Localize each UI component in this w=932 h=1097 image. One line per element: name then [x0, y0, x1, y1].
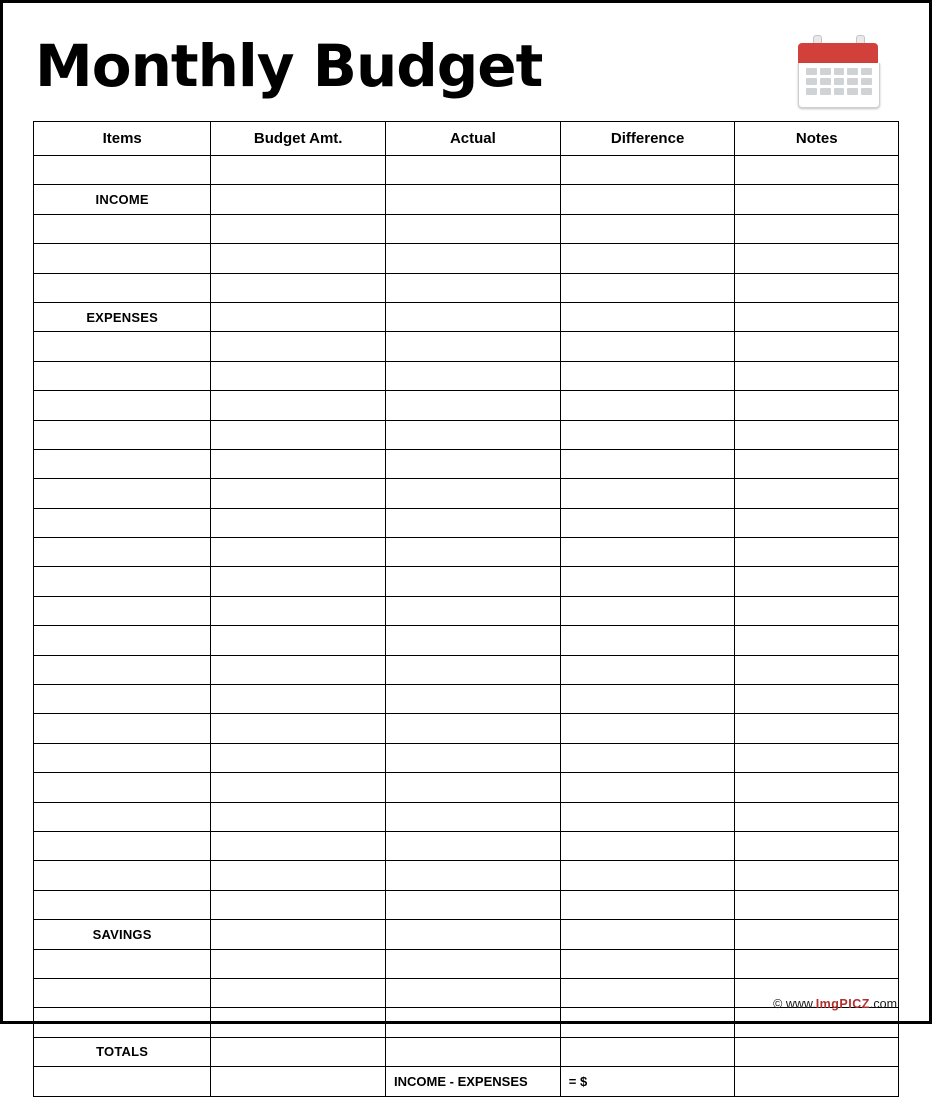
table-row [34, 302, 899, 331]
cell-items[interactable] [34, 567, 211, 596]
cell-notes[interactable] [735, 391, 899, 420]
cell-items[interactable] [34, 714, 211, 743]
cell-difference[interactable] [560, 420, 735, 449]
table-row [34, 920, 899, 949]
table-row [34, 1037, 899, 1066]
cell-notes[interactable] [735, 156, 899, 185]
cell-items[interactable] [34, 685, 211, 714]
cell-difference[interactable] [560, 508, 735, 537]
cell-actual[interactable] [386, 273, 561, 302]
calendar-day-grid [806, 68, 872, 95]
cell-budget[interactable] [211, 685, 386, 714]
cell-items[interactable] [34, 802, 211, 831]
table-row [34, 185, 899, 214]
cell-notes[interactable] [735, 244, 899, 273]
cell-actual[interactable] [386, 479, 561, 508]
cell-budget[interactable] [211, 861, 386, 890]
cell-items[interactable]: INCOME [34, 185, 211, 214]
cell-budget[interactable] [211, 714, 386, 743]
cell-budget[interactable] [211, 743, 386, 772]
cell-difference[interactable] [560, 156, 735, 185]
cell-items[interactable] [34, 773, 211, 802]
cell-difference[interactable]: = $ [560, 1067, 735, 1096]
cell-budget[interactable] [211, 596, 386, 625]
table-row [34, 655, 899, 684]
cell-budget[interactable] [211, 156, 386, 185]
table-row [34, 949, 899, 978]
cell-budget[interactable] [211, 773, 386, 802]
calendar-icon [795, 33, 881, 109]
cell-actual[interactable] [386, 949, 561, 978]
cell-difference[interactable] [560, 655, 735, 684]
cell-budget[interactable] [211, 185, 386, 214]
calendar-header-band [798, 43, 878, 63]
table-body [34, 156, 899, 1097]
cell-notes[interactable] [735, 831, 899, 860]
calendar-body [798, 63, 880, 108]
cell-items[interactable]: TOTALS [34, 1037, 211, 1066]
cell-actual[interactable]: INCOME - EXPENSES [386, 1067, 561, 1096]
cell-budget[interactable] [211, 538, 386, 567]
cell-notes[interactable] [735, 214, 899, 243]
cell-difference[interactable] [560, 479, 735, 508]
cell-items[interactable]: EXPENSES [34, 302, 211, 331]
table-row [34, 714, 899, 743]
table-row [34, 361, 899, 390]
cell-items[interactable] [34, 1067, 211, 1096]
cell-notes[interactable] [735, 538, 899, 567]
cell-items[interactable] [34, 890, 211, 919]
table-row [34, 273, 899, 302]
cell-notes[interactable] [735, 1037, 899, 1066]
table-row [34, 214, 899, 243]
cell-notes[interactable] [735, 773, 899, 802]
cell-difference[interactable] [560, 831, 735, 860]
cell-actual[interactable] [386, 508, 561, 537]
cell-difference[interactable] [560, 978, 735, 1007]
cell-budget[interactable] [211, 978, 386, 1007]
table-row [34, 156, 899, 185]
cell-items[interactable] [34, 861, 211, 890]
cell-difference[interactable] [560, 332, 735, 361]
table-row [34, 743, 899, 772]
cell-actual[interactable] [386, 831, 561, 860]
cell-items[interactable] [34, 156, 211, 185]
table-row [34, 567, 899, 596]
cell-notes[interactable] [735, 655, 899, 684]
table-row [34, 538, 899, 567]
cell-budget[interactable] [211, 1037, 386, 1066]
cell-actual[interactable] [386, 302, 561, 331]
cell-notes[interactable] [735, 1008, 899, 1037]
footer-credit [773, 997, 897, 1011]
cell-difference[interactable] [560, 920, 735, 949]
cell-notes[interactable] [735, 185, 899, 214]
table-row [34, 244, 899, 273]
cell-notes[interactable] [735, 596, 899, 625]
cell-difference[interactable] [560, 273, 735, 302]
cell-items[interactable] [34, 244, 211, 273]
cell-budget[interactable] [211, 890, 386, 919]
cell-actual[interactable] [386, 156, 561, 185]
cell-difference[interactable] [560, 743, 735, 772]
cell-actual[interactable] [386, 890, 561, 919]
column-header-budget-amt: Budget Amt. [211, 122, 386, 156]
cell-budget[interactable] [211, 391, 386, 420]
cell-budget[interactable] [211, 244, 386, 273]
cell-items[interactable] [34, 978, 211, 1007]
table-row [34, 685, 899, 714]
cell-budget[interactable] [211, 361, 386, 390]
table-row [34, 332, 899, 361]
table-row [34, 773, 899, 802]
cell-difference[interactable] [560, 1037, 735, 1066]
cell-notes[interactable] [735, 449, 899, 478]
column-header-difference: Difference [560, 122, 735, 156]
cell-notes[interactable] [735, 273, 899, 302]
cell-difference[interactable] [560, 714, 735, 743]
cell-budget[interactable] [211, 831, 386, 860]
page-title: Monthly Budget [35, 32, 543, 100]
cell-actual[interactable] [386, 861, 561, 890]
cell-actual[interactable] [386, 920, 561, 949]
cell-difference[interactable] [560, 185, 735, 214]
cell-difference[interactable] [560, 1008, 735, 1037]
cell-budget[interactable] [211, 449, 386, 478]
cell-difference[interactable] [560, 949, 735, 978]
cell-difference[interactable] [560, 773, 735, 802]
cell-actual[interactable] [386, 185, 561, 214]
cell-difference[interactable] [560, 802, 735, 831]
table-row [34, 596, 899, 625]
cell-budget[interactable] [211, 626, 386, 655]
cell-notes[interactable] [735, 361, 899, 390]
cell-difference[interactable] [560, 449, 735, 478]
cell-difference[interactable] [560, 567, 735, 596]
table-header-row [34, 122, 899, 156]
table-row [34, 890, 899, 919]
cell-actual[interactable] [386, 978, 561, 1007]
cell-actual[interactable] [386, 655, 561, 684]
cell-difference[interactable] [560, 596, 735, 625]
cell-notes[interactable] [735, 302, 899, 331]
cell-actual[interactable] [386, 420, 561, 449]
cell-notes[interactable] [735, 802, 899, 831]
column-header-notes: Notes [735, 122, 899, 156]
cell-notes[interactable] [735, 861, 899, 890]
cell-notes[interactable] [735, 949, 899, 978]
table-row [34, 831, 899, 860]
cell-difference[interactable] [560, 302, 735, 331]
cell-items[interactable] [34, 214, 211, 243]
cell-items[interactable] [34, 449, 211, 478]
cell-actual[interactable] [386, 449, 561, 478]
cell-budget[interactable] [211, 479, 386, 508]
cell-items[interactable] [34, 596, 211, 625]
footer-copyright: © www. [773, 997, 816, 1011]
cell-actual[interactable] [386, 743, 561, 772]
column-header-items: Items [34, 122, 211, 156]
budget-table [33, 121, 899, 1097]
cell-actual[interactable] [386, 596, 561, 625]
cell-budget[interactable] [211, 420, 386, 449]
cell-budget[interactable] [211, 567, 386, 596]
cell-actual[interactable] [386, 391, 561, 420]
table-row [34, 861, 899, 890]
cell-actual[interactable] [386, 802, 561, 831]
table-row [34, 391, 899, 420]
cell-items[interactable] [34, 420, 211, 449]
cell-budget[interactable] [211, 949, 386, 978]
cell-items[interactable] [34, 743, 211, 772]
cell-budget[interactable] [211, 920, 386, 949]
cell-actual[interactable] [386, 773, 561, 802]
cell-items[interactable] [34, 1008, 211, 1037]
cell-actual[interactable] [386, 1037, 561, 1066]
cell-budget[interactable] [211, 332, 386, 361]
table-row [34, 1067, 899, 1096]
cell-actual[interactable] [386, 1008, 561, 1037]
cell-actual[interactable] [386, 626, 561, 655]
cell-difference[interactable] [560, 538, 735, 567]
cell-budget[interactable] [211, 302, 386, 331]
cell-items[interactable] [34, 626, 211, 655]
cell-items[interactable] [34, 391, 211, 420]
cell-difference[interactable] [560, 361, 735, 390]
cell-actual[interactable] [386, 244, 561, 273]
cell-actual[interactable] [386, 214, 561, 243]
cell-notes[interactable] [735, 685, 899, 714]
cell-notes[interactable] [735, 920, 899, 949]
cell-difference[interactable] [560, 391, 735, 420]
cell-items[interactable] [34, 508, 211, 537]
table-row [34, 479, 899, 508]
cell-actual[interactable] [386, 332, 561, 361]
cell-difference[interactable] [560, 861, 735, 890]
cell-difference[interactable] [560, 626, 735, 655]
cell-items[interactable] [34, 273, 211, 302]
table-row [34, 802, 899, 831]
document-header [33, 21, 899, 119]
cell-difference[interactable] [560, 890, 735, 919]
cell-items[interactable] [34, 538, 211, 567]
cell-notes[interactable] [735, 1067, 899, 1096]
cell-actual[interactable] [386, 685, 561, 714]
cell-notes[interactable] [735, 332, 899, 361]
cell-items[interactable]: SAVINGS [34, 920, 211, 949]
cell-items[interactable] [34, 949, 211, 978]
cell-items[interactable] [34, 655, 211, 684]
cell-budget[interactable] [211, 508, 386, 537]
cell-notes[interactable] [735, 567, 899, 596]
cell-actual[interactable] [386, 714, 561, 743]
cell-difference[interactable] [560, 685, 735, 714]
cell-actual[interactable] [386, 538, 561, 567]
cell-items[interactable] [34, 332, 211, 361]
column-header-actual: Actual [386, 122, 561, 156]
cell-budget[interactable] [211, 1067, 386, 1096]
cell-notes[interactable] [735, 508, 899, 537]
cell-notes[interactable] [735, 714, 899, 743]
cell-difference[interactable] [560, 244, 735, 273]
cell-notes[interactable] [735, 626, 899, 655]
cell-notes[interactable] [735, 479, 899, 508]
footer-brand: ImgPICZ [815, 997, 870, 1011]
cell-notes[interactable] [735, 890, 899, 919]
cell-actual[interactable] [386, 567, 561, 596]
cell-items[interactable] [34, 361, 211, 390]
cell-notes[interactable] [735, 420, 899, 449]
cell-budget[interactable] [211, 802, 386, 831]
table-row [34, 508, 899, 537]
table-row [34, 978, 899, 1007]
cell-difference[interactable] [560, 214, 735, 243]
cell-budget[interactable] [211, 273, 386, 302]
cell-budget[interactable] [211, 655, 386, 684]
table-row [34, 1008, 899, 1037]
cell-budget[interactable] [211, 214, 386, 243]
cell-actual[interactable] [386, 361, 561, 390]
footer-suffix: .com [869, 997, 897, 1011]
cell-items[interactable] [34, 831, 211, 860]
cell-notes[interactable] [735, 743, 899, 772]
table-row [34, 449, 899, 478]
cell-budget[interactable] [211, 1008, 386, 1037]
cell-items[interactable] [34, 479, 211, 508]
table-row [34, 626, 899, 655]
table-row [34, 420, 899, 449]
